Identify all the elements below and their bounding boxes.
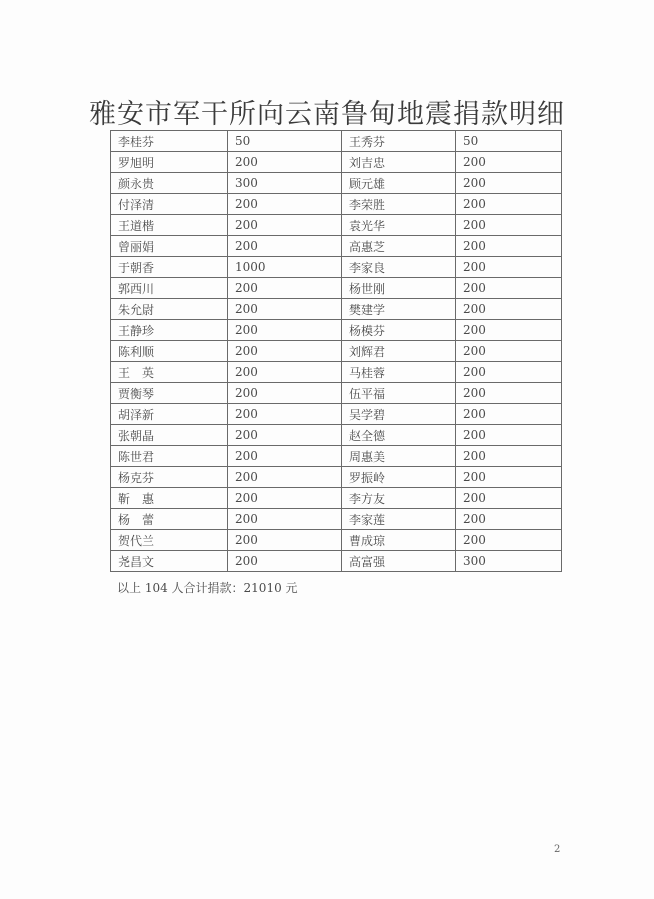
- donor-name: 朱允尉: [111, 299, 228, 320]
- donor-name: 高富强: [342, 551, 456, 572]
- donation-amount: 200: [228, 425, 342, 446]
- donor-name: 杨克芬: [111, 467, 228, 488]
- donation-amount: 200: [228, 299, 342, 320]
- donor-name: 陈利顺: [111, 341, 228, 362]
- donation-amount: 200: [456, 152, 562, 173]
- donation-amount: 200: [456, 467, 562, 488]
- donor-name: 刘辉君: [342, 341, 456, 362]
- donor-name: 靳 惠: [111, 488, 228, 509]
- donation-amount: 200: [228, 530, 342, 551]
- donation-amount: 200: [228, 488, 342, 509]
- donor-name: 曹成琼: [342, 530, 456, 551]
- donor-name: 贺代兰: [111, 530, 228, 551]
- donation-amount: 200: [456, 299, 562, 320]
- donor-name: 杨模芬: [342, 320, 456, 341]
- donor-name: 张朝晶: [111, 425, 228, 446]
- donation-amount: 200: [456, 530, 562, 551]
- donation-amount: 200: [228, 320, 342, 341]
- donation-amount: 200: [228, 236, 342, 257]
- donation-amount: 200: [228, 194, 342, 215]
- donation-amount: 200: [228, 341, 342, 362]
- donation-amount: 200: [228, 509, 342, 530]
- donation-amount: 200: [456, 194, 562, 215]
- donor-name: 李家良: [342, 257, 456, 278]
- donation-amount: 200: [456, 362, 562, 383]
- donation-amount: 200: [456, 488, 562, 509]
- donation-amount: 200: [456, 404, 562, 425]
- table-row: [111, 446, 562, 467]
- donation-amount: 200: [456, 446, 562, 467]
- donation-amount: 50: [228, 131, 342, 152]
- table-row: [111, 278, 562, 299]
- donor-name: 胡泽新: [111, 404, 228, 425]
- donor-name: 尧昌文: [111, 551, 228, 572]
- donor-name: 高惠芝: [342, 236, 456, 257]
- table-row: [111, 509, 562, 530]
- donation-amount: 200: [456, 257, 562, 278]
- donation-amount: 200: [228, 446, 342, 467]
- donor-name: 郭西川: [111, 278, 228, 299]
- donor-name: 于朝香: [111, 257, 228, 278]
- donation-amount: 200: [456, 236, 562, 257]
- donation-amount: 300: [228, 173, 342, 194]
- donor-name: 周惠美: [342, 446, 456, 467]
- donation-amount: 200: [456, 278, 562, 299]
- donor-name: 李荣胜: [342, 194, 456, 215]
- donation-amount: 200: [228, 467, 342, 488]
- donation-amount: 200: [228, 404, 342, 425]
- table-row: [111, 257, 562, 278]
- table-row: [111, 215, 562, 236]
- table-row: [111, 131, 562, 152]
- donation-amount: 200: [456, 509, 562, 530]
- donor-name: 袁光华: [342, 215, 456, 236]
- donor-name: 王 英: [111, 362, 228, 383]
- table-row: [111, 425, 562, 446]
- donation-amount: 50: [456, 131, 562, 152]
- donor-name: 陈世君: [111, 446, 228, 467]
- donor-name: 曾丽娟: [111, 236, 228, 257]
- donor-name: 吴学碧: [342, 404, 456, 425]
- donor-name: 顾元雄: [342, 173, 456, 194]
- table-row: [111, 551, 562, 572]
- donor-name: 杨 蕾: [111, 509, 228, 530]
- table-row: [111, 341, 562, 362]
- donor-name: 贾衡琴: [111, 383, 228, 404]
- table-row: [111, 194, 562, 215]
- donation-amount: 200: [228, 362, 342, 383]
- donor-name: 罗旭明: [111, 152, 228, 173]
- summary-total: 以上 104 人合计捐款：21010 元: [117, 581, 298, 595]
- donation-amount: 200: [456, 320, 562, 341]
- donor-name: 王秀芬: [342, 131, 456, 152]
- page-number: 2: [554, 844, 561, 855]
- table-row: [111, 530, 562, 551]
- donor-name: 付泽清: [111, 194, 228, 215]
- table-row: [111, 236, 562, 257]
- table-row: [111, 173, 562, 194]
- donation-amount: 200: [228, 383, 342, 404]
- donation-table-body: [111, 131, 562, 572]
- donor-name: 伍平福: [342, 383, 456, 404]
- table-row: [111, 320, 562, 341]
- donation-amount: 200: [228, 551, 342, 572]
- table-row: [111, 488, 562, 509]
- donor-name: 王道楷: [111, 215, 228, 236]
- donor-name: 刘吉忠: [342, 152, 456, 173]
- donation-amount: 200: [228, 278, 342, 299]
- donor-name: 杨世刚: [342, 278, 456, 299]
- donor-name: 李方友: [342, 488, 456, 509]
- donor-name: 赵全德: [342, 425, 456, 446]
- donation-amount: 300: [456, 551, 562, 572]
- donor-name: 马桂蓉: [342, 362, 456, 383]
- table-row: [111, 467, 562, 488]
- table-row: [111, 383, 562, 404]
- page-title: 雅安市军干所向云南鲁甸地震捐款明细: [89, 99, 565, 130]
- table-row: [111, 299, 562, 320]
- donation-amount: 200: [456, 341, 562, 362]
- donor-name: 樊建学: [342, 299, 456, 320]
- donor-name: 颜永贵: [111, 173, 228, 194]
- donation-amount: 1000: [228, 257, 342, 278]
- donation-amount: 200: [228, 152, 342, 173]
- donor-name: 李家莲: [342, 509, 456, 530]
- table-row: [111, 404, 562, 425]
- donation-amount: 200: [228, 215, 342, 236]
- donation-amount: 200: [456, 425, 562, 446]
- donor-name: 李桂芬: [111, 131, 228, 152]
- donation-amount: 200: [456, 215, 562, 236]
- donor-name: 罗振岭: [342, 467, 456, 488]
- donation-table: [110, 130, 562, 572]
- donor-name: 王静珍: [111, 320, 228, 341]
- donation-amount: 200: [456, 383, 562, 404]
- table-row: [111, 152, 562, 173]
- table-row: [111, 362, 562, 383]
- donation-amount: 200: [456, 173, 562, 194]
